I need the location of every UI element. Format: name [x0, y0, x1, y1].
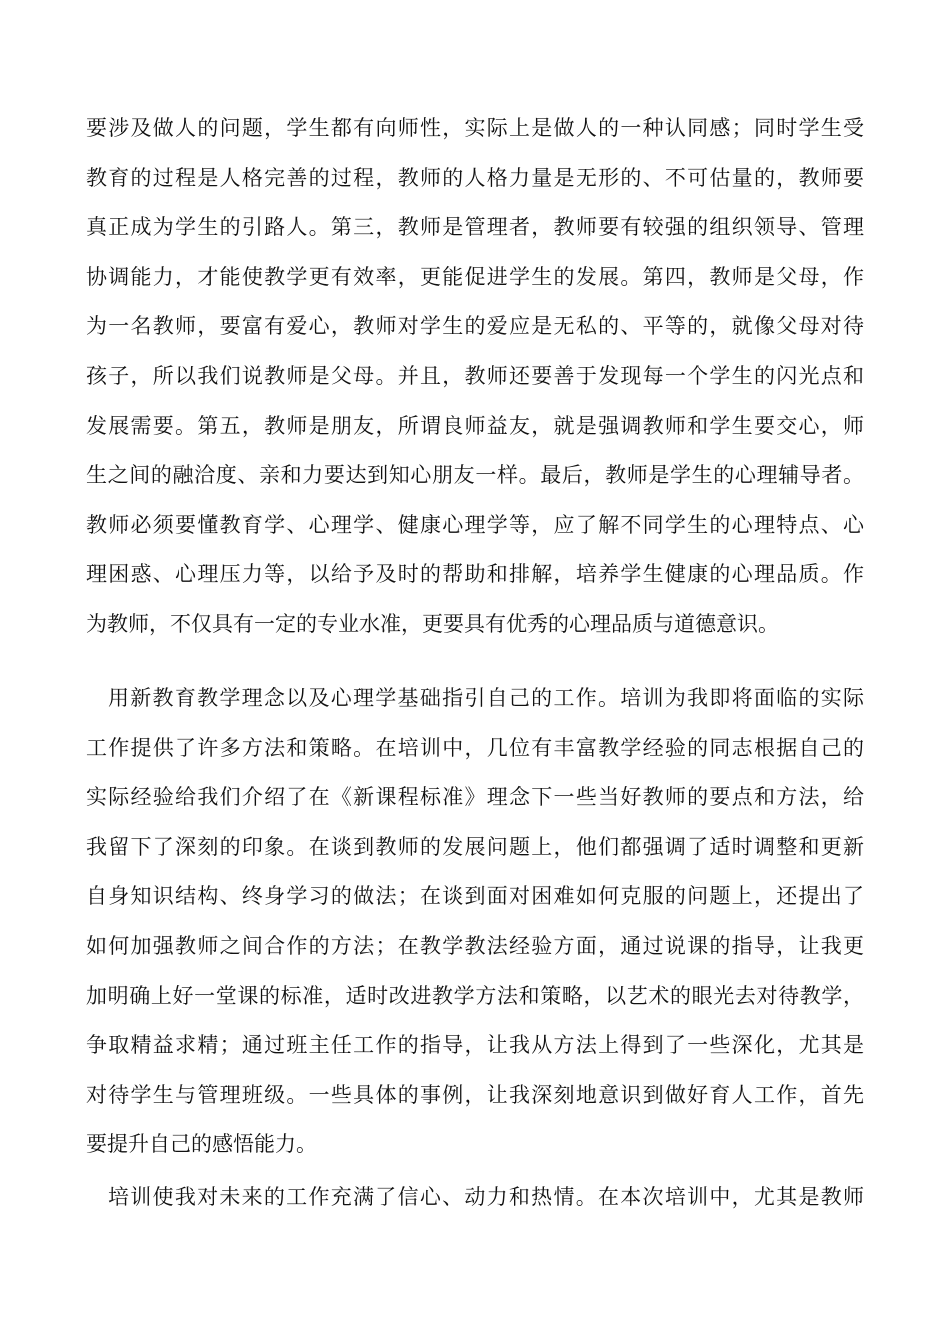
paragraph-confidence [86, 1173, 864, 1223]
text-line: 培训使我对未来的工作充满了信心、动力和热情。在本次培训中，尤其是教师 [108, 1185, 864, 1209]
text-line: 实际经验给我们介绍了在《新课程标准》理念下一些当好教师的要点和方法，给 [86, 785, 864, 810]
text-line: 争取精益求精；通过班主任工作的指导，让我从方法上得到了一些深化，尤其是 [86, 1033, 864, 1058]
text-line: 要提升自己的感悟能力。 [86, 1132, 317, 1157]
text-line: 用新教育教学理念以及心理学基础指引自己的工作。培训为我即将面临的实际 [108, 686, 864, 710]
text-line: 为教师，不仅具有一定的专业水准，更要具有优秀的心理品质与道德意识。 [86, 611, 779, 636]
text-line: 教育的过程是人格完善的过程，教师的人格力量是无形的、不可估量的，教师要 [86, 165, 864, 190]
text-line: 加明确上好一堂课的标准，适时改进教学方法和策略，以艺术的眼光去对待教学， [86, 983, 864, 1008]
text-line: 真正成为学生的引路人。第三，教师是管理者，教师要有较强的组织领导、管理 [86, 215, 864, 240]
text-line: 如何加强教师之间合作的方法；在教学教法经验方面，通过说课的指导，让我更 [86, 933, 864, 958]
text-line: 对待学生与管理班级。一些具体的事例，让我深刻地意识到做好育人工作，首先 [86, 1082, 864, 1107]
text-line: 工作提供了许多方法和策略。在培训中，几位有丰富教学经验的同志根据自己的 [86, 735, 864, 760]
text-line: 生之间的融洽度、亲和力要达到知心朋友一样。最后，教师是学生的心理辅导者。 [86, 463, 864, 488]
text-line: 发展需要。第五，教师是朋友，所谓良师益友，就是强调教师和学生要交心，师 [86, 413, 864, 438]
text-line: 孩子，所以我们说教师是父母。并且，教师还要善于发现每一个学生的闪光点和 [86, 363, 864, 388]
text-line: 协调能力，才能使教学更有效率，更能促进学生的发展。第四，教师是父母，作 [86, 264, 864, 289]
text-line: 理困惑、心理压力等，以给予及时的帮助和排解，培养学生健康的心理品质。作 [86, 562, 864, 587]
paragraph-new-teaching-concepts [86, 674, 864, 1170]
text-line: 我留下了深刻的印象。在谈到教师的发展问题上，他们都强调了适时调整和更新 [86, 834, 864, 859]
text-line: 教师必须要懂教育学、心理学、健康心理学等，应了解不同学生的心理特点、心 [86, 512, 864, 537]
text-line: 为一名教师，要富有爱心，教师对学生的爱应是无私的、平等的，就像父母对待 [86, 314, 864, 339]
text-line: 要涉及做人的问题，学生都有向师性，实际上是做人的一种认同感；同时学生受 [86, 116, 864, 140]
paragraph-teacher-roles [86, 104, 864, 650]
text-line: 自身知识结构、终身学习的做法；在谈到面对困难如何克服的问题上，还提出了 [86, 884, 864, 909]
